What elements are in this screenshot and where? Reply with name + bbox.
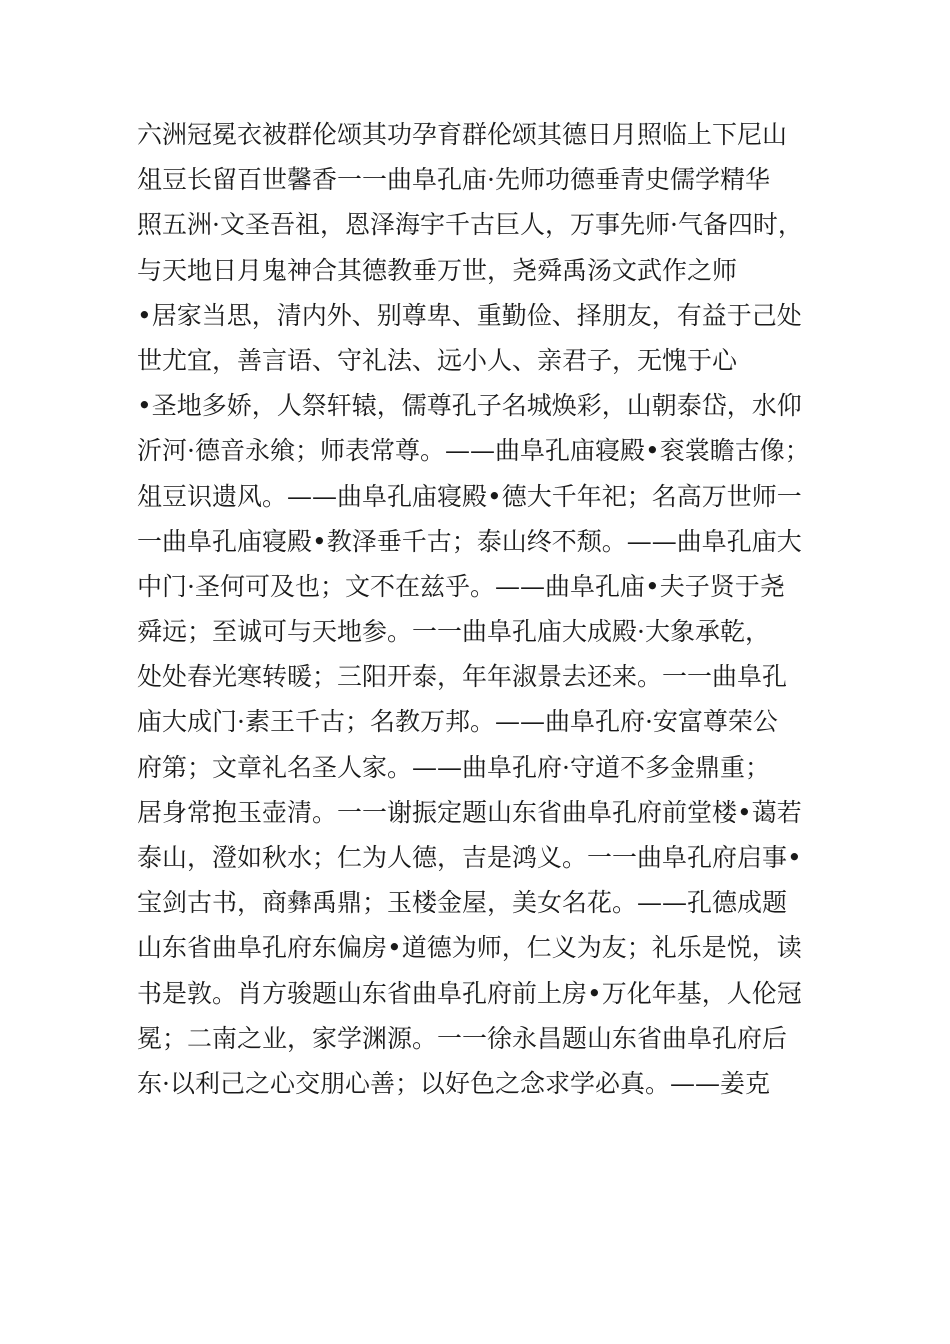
text-line: 俎豆长留百世馨香一一曲阜孔庙·先师功德垂青史儒学精华 (137, 165, 770, 195)
text-line: 沂河·德音永飨；师表常尊。——曲阜孔庙寝殿•衮裳瞻古像； (137, 436, 810, 466)
text-line: •居家当思，清内外、别尊卑、重勤俭、择朋友，有益于己处 (137, 300, 802, 330)
text-line: 俎豆识遗风。——曲阜孔庙寝殿•德大千年祀；名高万世师一 (137, 481, 802, 511)
text-line: 山东省曲阜孔府东偏房•道德为师，仁义为友；礼乐是悦，读 (137, 933, 802, 963)
text-line: 居身常抱玉壶清。一一谢振定题山东省曲阜孔府前堂楼•蔼若 (137, 797, 802, 827)
text-line: 宝剑古书，商彝禹鼎；玉楼金屋，美女名花。——孔德成题 (137, 888, 788, 918)
text-line: 六洲冠冕衣被群伦颂其功孕育群伦颂其德日月照临上下尼山 (137, 120, 788, 149)
text-line: 泰山，澄如秋水；仁为人德，吉是鸿义。一一曲阜孔府启事• (137, 843, 802, 872)
text-line: 东·以利己之心交朋心善；以好色之念求学必真。——姜克 (137, 1068, 770, 1098)
text-line: 冕；二南之业，家学渊源。一一徐永昌题山东省曲阜孔府后 (137, 1023, 788, 1053)
text-line: 一曲阜孔庙寝殿•教泽垂千古；泰山终不颓。——曲阜孔庙大 (137, 526, 802, 556)
text-line: 书是敦。肖方骏题山东省曲阜孔府前上房•万化年基，人伦冠 (137, 978, 802, 1008)
text-line: 中门·圣何可及也；文不在兹乎。——曲阜孔庙•夫子贤于尧 (137, 571, 785, 601)
text-line: 庙大成门·素王千古；名教万邦。——曲阜孔府·安富尊荣公 (137, 707, 778, 737)
text-line: 府第；文章礼名圣人家。——曲阜孔府·守道不多金鼎重； (137, 752, 770, 782)
text-line: 世尤宜，善言语、守礼法、远小人、亲君子，无愧于心 (137, 345, 738, 375)
text-line: 处处春光寒转暖；三阳开泰，年年淑景去还来。一一曲阜孔 (137, 662, 788, 692)
text-line: 舜远；至诚可与天地参。一一曲阜孔庙大成殿·大象承乾， (137, 617, 770, 647)
text-line: 与天地日月鬼神合其德教垂万世，尧舜禹汤文武作之师 (137, 255, 738, 285)
text-line: 照五洲·文圣吾祖，恩泽海宇千古巨人，万事先师·气备四时， (137, 210, 803, 240)
text-line: •圣地多娇，人祭轩辕，儒尊孔子名城焕彩，山朝泰岱，水仰 (137, 391, 802, 421)
body-text (137, 112, 837, 1106)
